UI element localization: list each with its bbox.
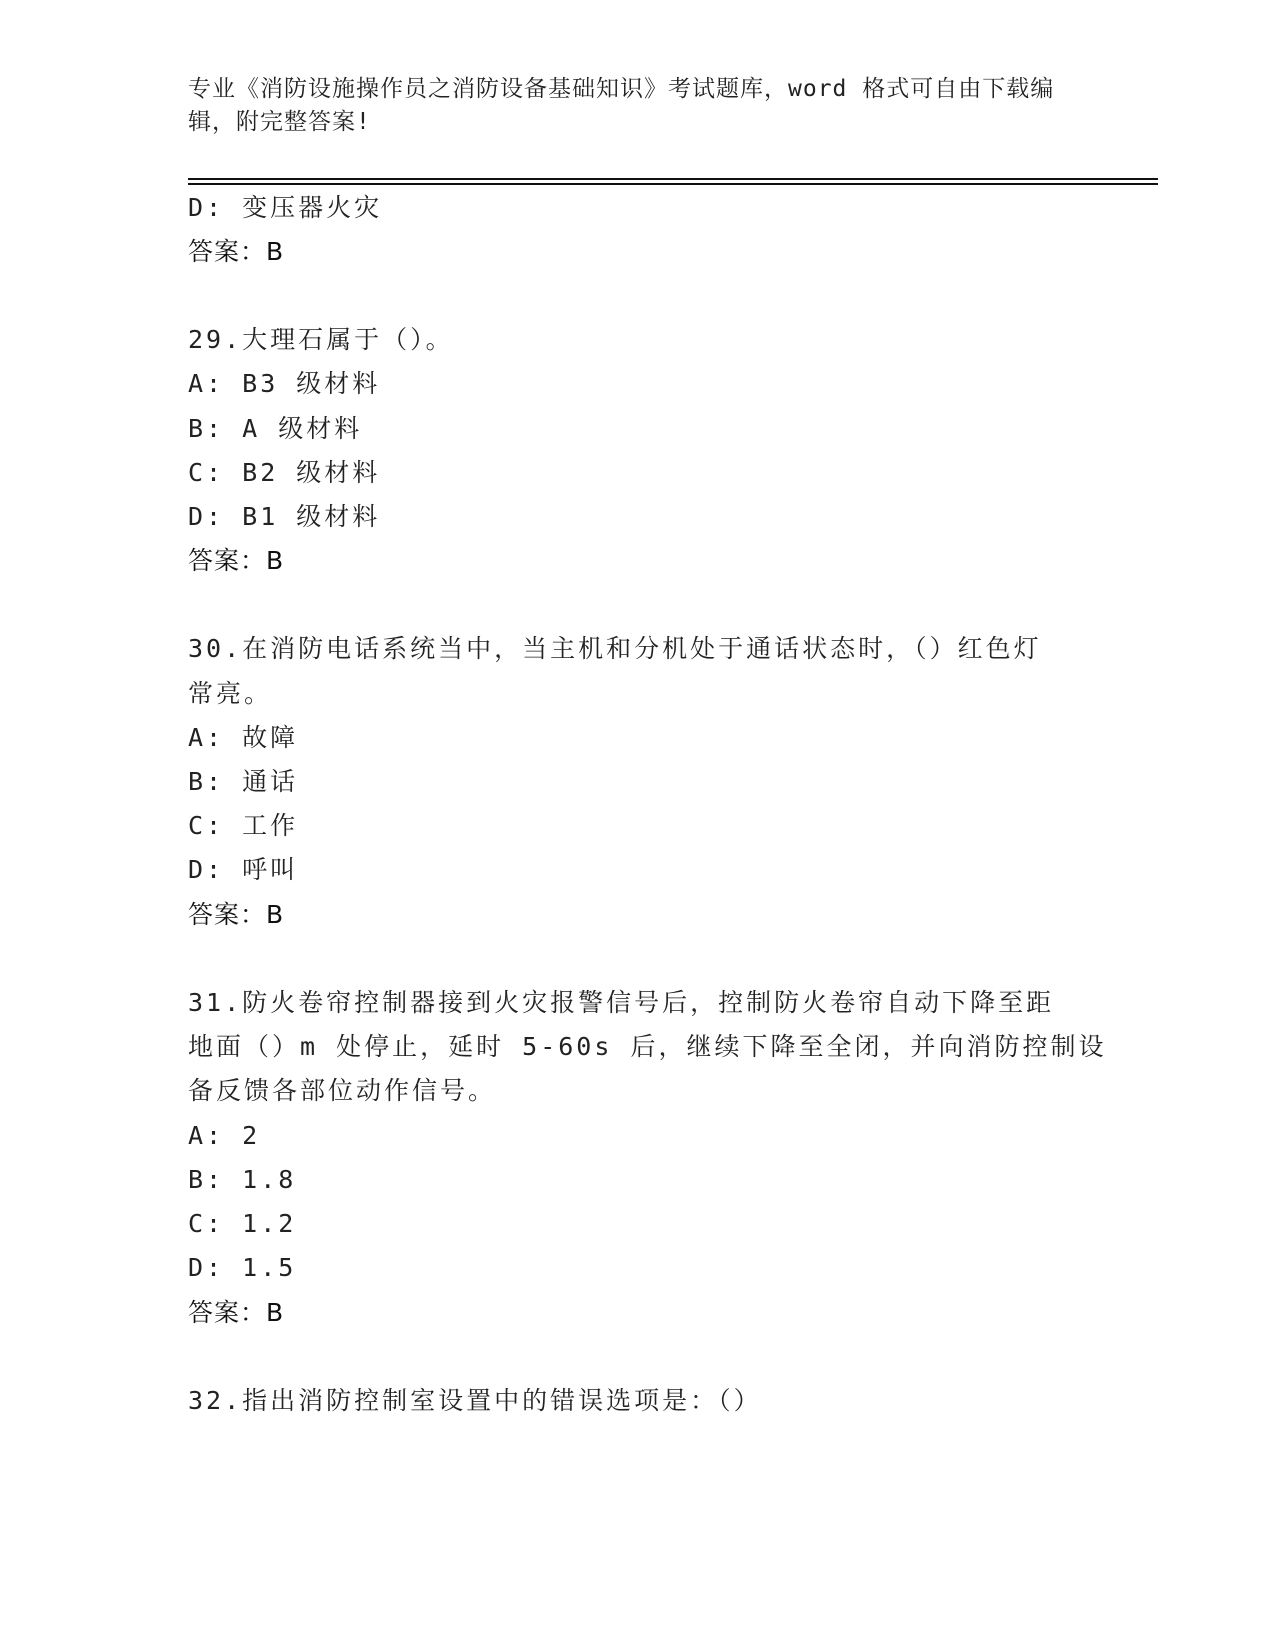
header-title-line-1: 专业《消防设施操作员之消防设备基础知识》考试题库，word 格式可自由下载编 [188,76,1055,102]
q30-option-c: C: 工作 [188,811,299,840]
q31-option-d: D: 1.5 [188,1253,297,1282]
q30-option-a: A: 故障 [188,723,299,752]
q29-option-a: A: B3 级材料 [188,369,381,398]
header-divider-top [188,178,1158,180]
header-divider-bottom [188,183,1158,185]
header-title-line-2: 辑，附完整答案! [188,109,371,135]
q29-option-d: D: B1 级材料 [188,502,381,531]
q30-stem-line-1: 30.在消防电话系统当中，当主机和分机处于通话状态时，（）红色灯 [188,634,1042,663]
q29-option-c: C: B2 级材料 [188,458,381,487]
q30-answer: 答案：B [188,900,285,929]
document-header [188,73,1078,139]
q30-stem-line-2: 常亮。 [188,679,273,708]
q28-option-d: D: 变压器火灾 [188,193,383,222]
q30-option-b: B: 通话 [188,767,299,796]
q29-option-b: B: A 级材料 [188,414,363,443]
q31-stem-line-1: 31.防火卷帘控制器接到火灾报警信号后，控制防火卷帘自动下降至距 [188,988,1055,1017]
q31-stem-line-3: 备反馈各部位动作信号。 [188,1076,497,1105]
q31-option-a: A: 2 [188,1121,261,1150]
q32-stem: 32.指出消防控制室设置中的错误选项是：（） [188,1386,762,1415]
q31-option-c: C: 1.2 [188,1209,297,1238]
q29-stem: 29.大理石属于（）。 [188,325,454,354]
q31-option-b: B: 1.8 [188,1165,297,1194]
q30-option-d: D: 呼叫 [188,855,299,884]
q28-answer: 答案：B [188,237,285,266]
q29-answer: 答案：B [188,546,285,575]
q31-stem-line-2: 地面（）m 处停止，延时 5-60s 后，继续下降至全闭，并向消防控制设 [188,1032,1107,1061]
q31-answer: 答案：B [188,1298,285,1327]
